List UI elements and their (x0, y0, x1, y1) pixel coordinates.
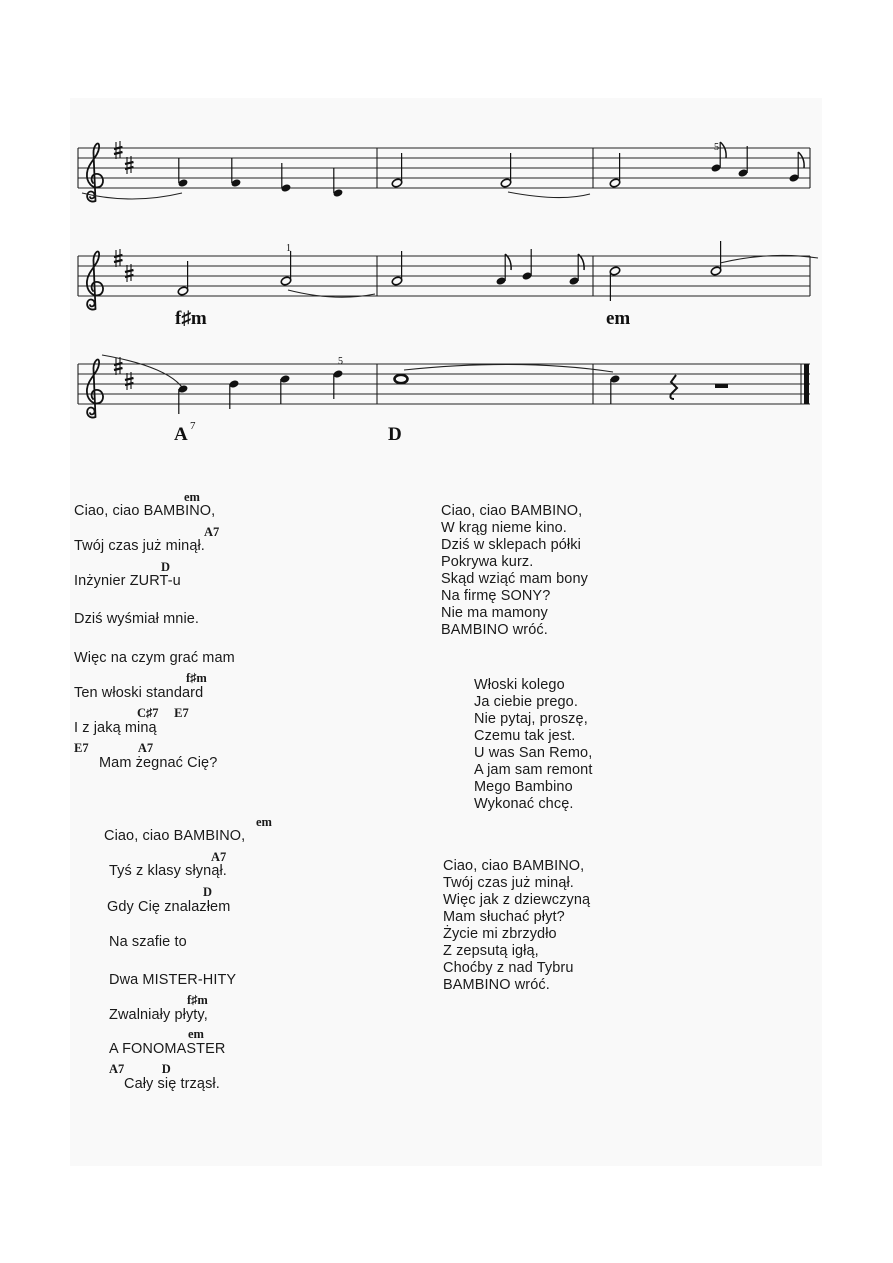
chord-label: A7 (204, 525, 220, 539)
staff-2 (78, 241, 818, 310)
lyric-line: Gdy Cię znalazłem (107, 899, 231, 915)
finger-number: 1 (286, 243, 291, 254)
lyric-line: Choćby z nad Tybru (443, 960, 574, 976)
treble-clef-icon (87, 144, 103, 202)
verse-4 (474, 677, 592, 813)
chord-label: f♯m (186, 671, 207, 685)
lyric-line: I z jaką miną (74, 720, 157, 736)
chord-label: em (256, 815, 272, 829)
staff-chord: f♯m (175, 308, 207, 329)
lyric-line: Nie pytaj, proszę, (474, 711, 588, 727)
chord-label: em (188, 1027, 204, 1041)
lyric-line: Inżynier ZURT-u (74, 573, 181, 589)
chord-label: E7 A7 (74, 741, 154, 755)
lyric-line: Dwa MISTER-HITY (109, 972, 237, 988)
lyric-line: W krąg nieme kino. (441, 520, 567, 536)
lyric-line: BAMBINO wróć. (443, 977, 550, 993)
quarter-rest-icon (670, 375, 677, 399)
lyric-line: Cały się trząsł. (124, 1076, 220, 1092)
staff-3 (78, 355, 810, 418)
lyric-line: Mam żegnać Cię? (99, 755, 218, 771)
finger-number: 5 (338, 356, 343, 367)
staff-1 (78, 141, 810, 202)
lyric-line: Zwalniały płyty, (109, 1007, 208, 1023)
lyric-line: Skąd wziąć mam bony (441, 571, 588, 587)
lyric-line: Życie mi zbrzydło (443, 926, 557, 942)
finger-number: 5 (714, 142, 719, 153)
chord-label: f♯m (187, 993, 208, 1007)
staff-chord-superscript: 7 (190, 420, 196, 432)
lyric-line: Czemu tak jest. (474, 728, 576, 744)
lyric-line: Ciao, ciao BAMBINO, (443, 858, 585, 874)
lyric-line: Pokrywa kurz. (441, 554, 534, 570)
chord-label: D (203, 885, 213, 899)
lyric-line: Dziś w sklepach półki (441, 537, 581, 553)
half-rest-icon (715, 384, 728, 388)
lyric-line: Z zepsutą igłą, (443, 943, 539, 959)
song-sheet (70, 98, 822, 1166)
chord-label: em (184, 490, 200, 504)
lyric-line: Dziś wyśmiał mnie. (74, 611, 200, 627)
lyric-line: A FONOMASTER (109, 1041, 226, 1057)
lyric-line: Twój czas już minął. (74, 538, 205, 554)
music-notation (70, 98, 822, 458)
chord-label: A7 (211, 850, 227, 864)
lyric-line: Twój czas już minął. (443, 875, 574, 891)
lyric-line: Nie ma mamony (441, 605, 548, 621)
chord-label: A7 D (109, 1062, 171, 1076)
lyric-line: Włoski kolego (474, 677, 565, 693)
lyric-line: Mam słuchać płyt? (443, 909, 565, 925)
lyric-line: A jam sam remont (474, 762, 593, 778)
lyric-line: Więc na czym grać mam (74, 650, 235, 666)
staff-chord: A (174, 424, 188, 445)
lyric-line: Wykonać chcę. (474, 796, 574, 812)
lyric-line: Mego Bambino (474, 779, 573, 795)
lyric-line: U was San Remo, (474, 745, 593, 761)
lyric-line: Ten włoski standard (74, 685, 204, 701)
lyric-line: Ciao, ciao BAMBINO, (104, 828, 246, 844)
staff-chord: em (606, 308, 631, 329)
lyric-line: Tyś z klasy słynął. (109, 863, 227, 879)
final-barline (804, 364, 809, 404)
chord-label: C♯7 E7 (137, 706, 189, 720)
lyric-line: Więc jak z dziewczyną (443, 892, 591, 908)
lyric-line: Ja ciebie prego. (474, 694, 578, 710)
lyric-line: Ciao, ciao BAMBINO, (74, 503, 216, 519)
chord-label: D (161, 560, 171, 574)
verse-5 (443, 858, 590, 994)
lyric-line: BAMBINO wróć. (441, 622, 548, 638)
lyric-line: Ciao, ciao BAMBINO, (441, 503, 583, 519)
whole-note (395, 375, 408, 383)
lyric-line: Na szafie to (109, 934, 187, 950)
staff-chord: D (388, 424, 402, 445)
verse-3 (441, 503, 588, 639)
lyric-line: Na firmę SONY? (441, 588, 551, 604)
